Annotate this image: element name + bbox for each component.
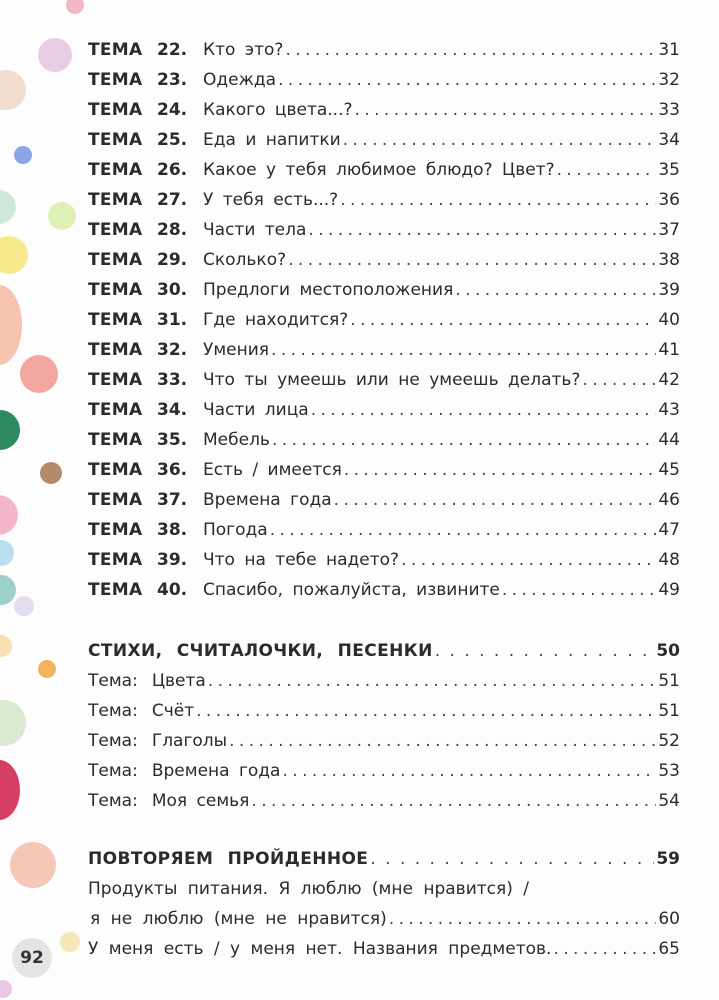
- subtopic-label: Тема:: [88, 761, 138, 781]
- toc-entry: [88, 70, 680, 100]
- dot-leader: [350, 310, 656, 330]
- topic-label: ТЕМА: [88, 310, 143, 330]
- topic-title: Мебель: [203, 430, 270, 450]
- entry-title: я не люблю (мне не нравится): [90, 909, 387, 929]
- topic-title: Части лица: [203, 400, 309, 420]
- toc-entry: [88, 580, 680, 610]
- decor-dot: [60, 932, 80, 952]
- section-title: СТИХИ, СЧИТАЛОЧКИ, ПЕСЕНКИ: [88, 641, 433, 661]
- topic-title: Времена года: [203, 490, 332, 510]
- dot-leader: [582, 370, 656, 390]
- topic-title: Где находится?: [203, 310, 349, 330]
- topic-title: Спасибо, пожалуйста, извините: [203, 580, 500, 600]
- decor-dot: [0, 540, 14, 566]
- topic-title: Сколько?: [203, 250, 287, 270]
- topic-label: ТЕМА: [88, 220, 143, 240]
- toc-entry: [88, 761, 680, 791]
- topic-number: 39.: [157, 550, 188, 570]
- dot-leader: [270, 520, 657, 540]
- toc-entry: [88, 791, 680, 821]
- topic-number: 22.: [157, 40, 188, 60]
- topic-title: Какого цвета...?: [203, 100, 353, 120]
- subtopic-label: Тема:: [88, 671, 138, 691]
- topic-title: Умения: [203, 340, 270, 360]
- topic-label: ТЕМА: [88, 40, 143, 60]
- topic-label: ТЕМА: [88, 520, 143, 540]
- topic-number: 38.: [157, 520, 188, 540]
- topic-title: Кто это?: [203, 40, 284, 60]
- dot-leader: [355, 100, 657, 120]
- toc-entry: [88, 130, 680, 160]
- dot-leader: [251, 791, 656, 811]
- dot-leader: [229, 731, 656, 751]
- toc-entry: [88, 310, 680, 340]
- topic-number: 24.: [157, 100, 188, 120]
- decor-dot: [38, 38, 72, 72]
- dot-leader: [435, 641, 655, 661]
- topic-title: Части тела: [203, 220, 307, 240]
- dot-leader: [557, 160, 657, 180]
- topic-page: 44: [658, 430, 680, 450]
- toc-entry: [88, 939, 680, 969]
- topic-title: Предлоги местоположения: [203, 280, 454, 300]
- topic-label: ТЕМА: [88, 340, 143, 360]
- dot-leader: [196, 701, 656, 721]
- subtopic-label: Тема:: [88, 701, 138, 721]
- topic-label: ТЕМА: [88, 490, 143, 510]
- subtopic-label: Тема:: [88, 791, 138, 811]
- decor-dot: [0, 236, 28, 274]
- section-page: 50: [656, 641, 680, 661]
- decor-dot: [40, 462, 62, 484]
- topic-page: 47: [658, 520, 680, 540]
- toc-entry: [88, 280, 680, 310]
- dot-leader: [271, 340, 656, 360]
- topic-page: 36: [658, 190, 680, 210]
- topic-label: ТЕМА: [88, 400, 143, 420]
- decor-dot: [0, 700, 26, 746]
- decor-dot: [66, 0, 84, 14]
- topic-number: 30.: [157, 280, 188, 300]
- subtopic-title: Счёт: [151, 701, 195, 721]
- topic-title: Что на тебе надето?: [203, 550, 400, 570]
- toc-entry: [88, 701, 680, 731]
- topic-page: 38: [658, 250, 680, 270]
- decor-dot: [10, 842, 56, 888]
- topic-page: 41: [658, 340, 680, 360]
- topic-label: ТЕМА: [88, 70, 143, 90]
- dot-leader: [334, 490, 657, 510]
- toc-entry: [88, 490, 680, 520]
- decor-dot: [0, 635, 12, 657]
- topic-page: 42: [658, 370, 680, 390]
- decor-dot: [0, 410, 20, 450]
- subtopic-title: Моя семья: [151, 791, 250, 811]
- decor-dot: [0, 285, 22, 365]
- toc-entry: [88, 909, 680, 939]
- topic-number: 23.: [157, 70, 188, 90]
- dot-leader: [285, 40, 656, 60]
- entry-text: Продукты питания. Я люблю (мне нравится) /: [88, 879, 529, 899]
- topic-page: 46: [658, 490, 680, 510]
- topic-page: 34: [658, 130, 680, 150]
- toc-entry: [88, 370, 680, 400]
- decor-dot: [0, 980, 12, 998]
- toc-entry-line: [88, 879, 680, 909]
- decor-dot: [0, 495, 18, 535]
- dot-leader: [340, 190, 656, 210]
- topic-label: ТЕМА: [88, 460, 143, 480]
- topic-page: 31: [658, 40, 680, 60]
- topic-page: 45: [658, 460, 680, 480]
- topic-page: 37: [658, 220, 680, 240]
- decor-dot: [20, 355, 58, 393]
- topic-number: 34.: [157, 400, 188, 420]
- toc-entry: [88, 100, 680, 130]
- toc-entry: [88, 220, 680, 250]
- toc-entry: [88, 340, 680, 370]
- section-heading-review: [88, 849, 680, 879]
- topic-label: ТЕМА: [88, 100, 143, 120]
- topic-number: 26.: [157, 160, 188, 180]
- decor-dot: [38, 660, 56, 678]
- decor-dot: [14, 596, 34, 616]
- subtopic-page: 54: [658, 791, 680, 811]
- dot-leader: [401, 550, 656, 570]
- toc-entry: [88, 430, 680, 460]
- dot-leader: [455, 280, 656, 300]
- topic-label: ТЕМА: [88, 550, 143, 570]
- topic-number: 31.: [157, 310, 188, 330]
- toc-entry: [88, 671, 680, 701]
- topic-label: ТЕМА: [88, 160, 143, 180]
- topic-label: ТЕМА: [88, 580, 143, 600]
- subtopic-page: 52: [658, 731, 680, 751]
- page-number: 92: [12, 938, 52, 978]
- topic-title: Еда и напитки: [203, 130, 341, 150]
- topic-title: Что ты умеешь или не умеешь делать?: [203, 370, 581, 390]
- dot-leader: [288, 250, 656, 270]
- toc-entry: [88, 400, 680, 430]
- topic-page: 32: [658, 70, 680, 90]
- decor-dot: [0, 70, 26, 110]
- topic-number: 28.: [157, 220, 188, 240]
- toc-entry: [88, 250, 680, 280]
- dot-leader: [389, 909, 657, 929]
- topic-label: ТЕМА: [88, 130, 143, 150]
- toc-entry: [88, 550, 680, 580]
- topic-label: ТЕМА: [88, 430, 143, 450]
- dot-leader: [278, 70, 656, 90]
- decor-dot: [0, 190, 16, 224]
- topic-number: 32.: [157, 340, 188, 360]
- topic-page: 35: [658, 160, 680, 180]
- dot-leader: [272, 430, 656, 450]
- decor-dot: [0, 760, 20, 820]
- dot-leader: [311, 400, 657, 420]
- topic-label: ТЕМА: [88, 190, 143, 210]
- topic-number: 29.: [157, 250, 188, 270]
- topic-title: Какое у тебя любимое блюдо? Цвет?: [203, 160, 555, 180]
- toc-entry: [88, 520, 680, 550]
- entry-title: У меня есть / у меня нет. Названия предметов.: [88, 939, 552, 959]
- topic-title: У тебя есть...?: [203, 190, 339, 210]
- topic-label: ТЕМА: [88, 280, 143, 300]
- entry-page: 65: [658, 939, 680, 959]
- topic-title: Есть / имеется: [203, 460, 342, 480]
- topic-number: 27.: [157, 190, 188, 210]
- topic-number: 33.: [157, 370, 188, 390]
- subtopic-page: 51: [658, 671, 680, 691]
- dot-leader: [370, 849, 654, 869]
- subtopic-page: 51: [658, 701, 680, 721]
- subtopic-title: Цвета: [151, 671, 206, 691]
- toc-entry: [88, 160, 680, 190]
- topic-number: 36.: [157, 460, 188, 480]
- dot-leader: [344, 460, 657, 480]
- dot-leader: [343, 130, 657, 150]
- subtopic-page: 53: [658, 761, 680, 781]
- topic-number: 25.: [157, 130, 188, 150]
- subtopic-title: Глаголы: [151, 731, 228, 751]
- entry-page: 60: [658, 909, 680, 929]
- dot-leader: [208, 671, 657, 691]
- dot-leader: [282, 761, 656, 781]
- topic-page: 49: [658, 580, 680, 600]
- topic-number: 40.: [157, 580, 188, 600]
- decor-dot: [14, 146, 32, 164]
- toc-entry: [88, 190, 680, 220]
- topic-label: ТЕМА: [88, 250, 143, 270]
- topic-number: 35.: [157, 430, 188, 450]
- topic-title: Погода: [203, 520, 268, 540]
- topic-page: 43: [658, 400, 680, 420]
- section-heading-poems: [88, 641, 680, 671]
- dot-leader: [308, 220, 656, 240]
- dot-leader: [553, 939, 656, 959]
- topic-title: Одежда: [203, 70, 277, 90]
- subtopic-title: Времена года: [151, 761, 281, 781]
- topic-page: 48: [658, 550, 680, 570]
- topic-label: ТЕМА: [88, 370, 143, 390]
- toc-entry: [88, 460, 680, 490]
- decor-dot: [48, 202, 76, 230]
- topic-page: 33: [658, 100, 680, 120]
- section-page: 59: [656, 849, 680, 869]
- subtopic-label: Тема:: [88, 731, 138, 751]
- toc-entry: [88, 731, 680, 761]
- topic-page: 40: [658, 310, 680, 330]
- decor-dot: [0, 575, 16, 605]
- topic-page: 39: [658, 280, 680, 300]
- dot-leader: [502, 580, 656, 600]
- toc-entry: [88, 40, 680, 70]
- topic-number: 37.: [157, 490, 188, 510]
- section-title: ПОВТОРЯЕМ ПРОЙДЕННОЕ: [88, 849, 369, 869]
